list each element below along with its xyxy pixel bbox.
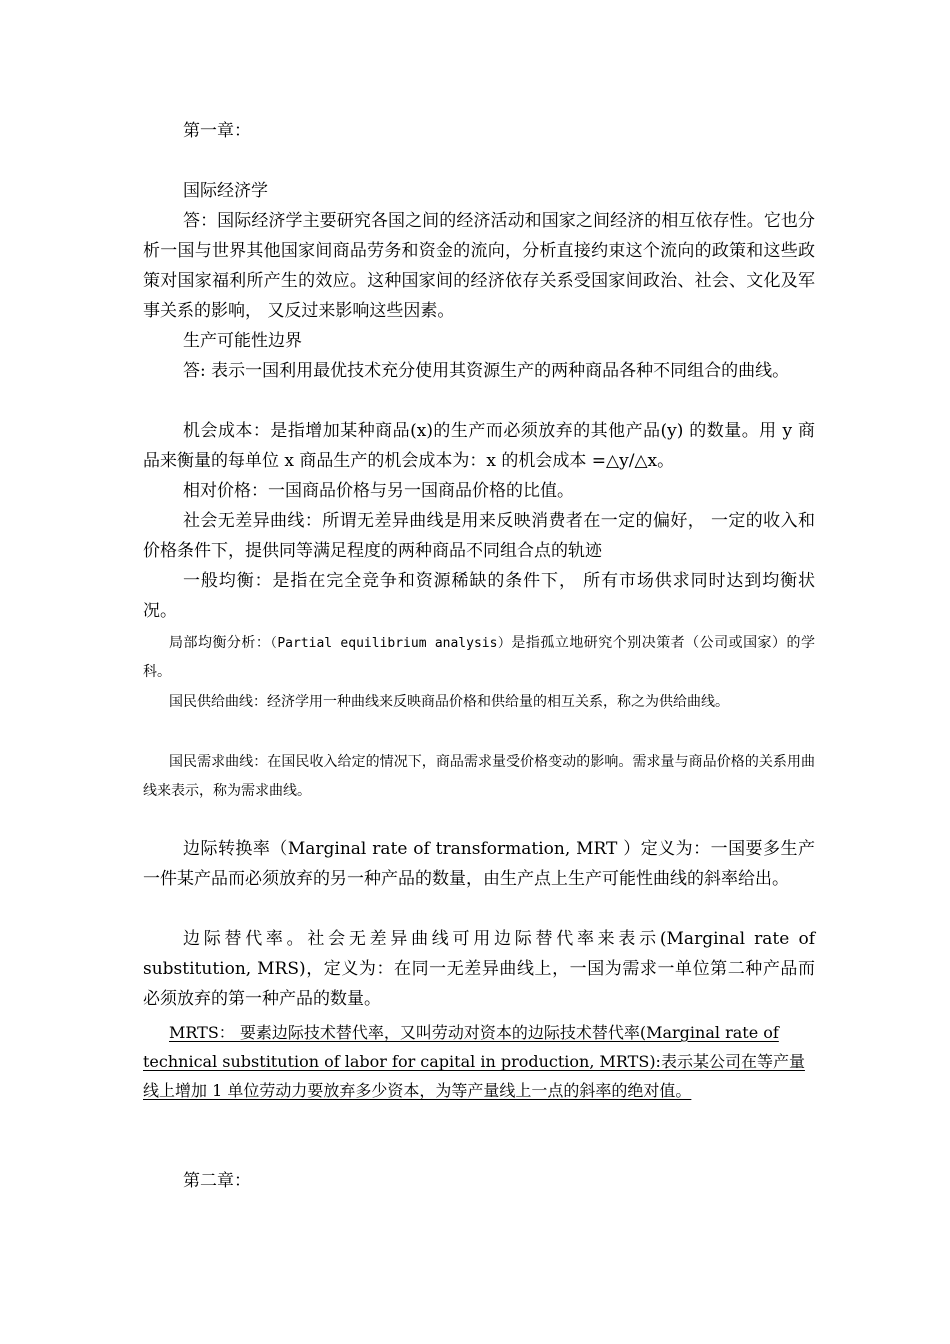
chapter-1-title: 第一章： xyxy=(183,121,251,141)
definition-marginal-rate-of-transformation: 边际转换率（Marginal rate of transformation, MRT ）定义为：一国要多生产一件某产品而必须放弃的另一种产品的数量，由生产点上生产可能性曲线的斜率给出。 xyxy=(143,839,815,889)
definition-partial-equilibrium xyxy=(143,629,815,687)
definition-opportunity-cost: 机会成本：是指增加某种商品(x)的生产而必须放弃的其他产品(y) 的数量。用 y 商品来衡量的每单位 x 商品生产的机会成本为：x 的机会成本 =△y/△x。 xyxy=(143,421,815,471)
definition-relative-price: 相对价格：一国商品价格与另一国商品价格的比值。 xyxy=(183,481,574,501)
definition-marginal-rate-of-technical-substitution: MRTS： 要素边际技术替代率，又叫劳动对资本的边际技术替代率(Marginal rate of technical substitution of labor for capital in production, MRTS):表示某公司在等产量线上增加 1 单位劳动力要放弃多少资本，为等产量线上一点的斜率的绝对值。 xyxy=(143,1023,805,1100)
definition-general-equilibrium: 一般均衡：是指在完全竞争和资源稀缺的条件下， 所有市场供求同时达到均衡状况。 xyxy=(143,571,815,621)
definition-marginal-rate-of-substitution: 边际替代率。社会无差异曲线可用边际替代率来表示(Marginal rate of substitution, MRS)，定义为：在同一无差异曲线上，一国为需求一单位第二种产品而必须放弃的第一种产品的数量。 xyxy=(143,929,815,1009)
definition-international-economics: 答：国际经济学主要研究各国之间的经济活动和国家之间经济的相互依存性。它也分析一国与世界其他国家间商品劳务和资金的流向，分析直接约束这个流向的政策和这些政策对国家福利所产生的效应。这种国家间的经济依存关系受国家间政治、社会、文化及军事关系的影响， 又反过来影响这些因素。 xyxy=(143,211,815,321)
chapter-2-title: 第二章： xyxy=(183,1171,251,1191)
definition-national-supply-curve: 国民供给曲线：经济学用一种曲线来反映商品价格和供给量的相互关系，称之为供给曲线。 xyxy=(169,694,729,710)
partial-equilibrium-english: （Partial equilibrium analysis） xyxy=(270,636,512,651)
definition-national-demand-curve: 国民需求曲线：在国民收入给定的情况下，商品需求量受价格变动的影响。需求量与商品价格的关系用曲线来表示，称为需求曲线。 xyxy=(143,754,815,799)
term-international-economics: 国际经济学 xyxy=(183,181,268,201)
definition-production-possibility-frontier: 答: 表示一国利用最优技术充分使用其资源生产的两种商品各种不同组合的曲线。 xyxy=(183,361,790,381)
definition-social-indifference-curve: 社会无差异曲线：所谓无差异曲线是用来反映消费者在一定的偏好， 一定的收入和价格条件下，提供同等满足程度的两种商品不同组合点的轨迹 xyxy=(143,511,815,561)
partial-equilibrium-rest: 是指孤立地研究个别决策者（公司或国家）的学科。 xyxy=(143,635,815,680)
term-production-possibility-frontier: 生产可能性边界 xyxy=(183,331,302,351)
partial-equilibrium-label: 局部均衡分析： xyxy=(169,635,271,651)
